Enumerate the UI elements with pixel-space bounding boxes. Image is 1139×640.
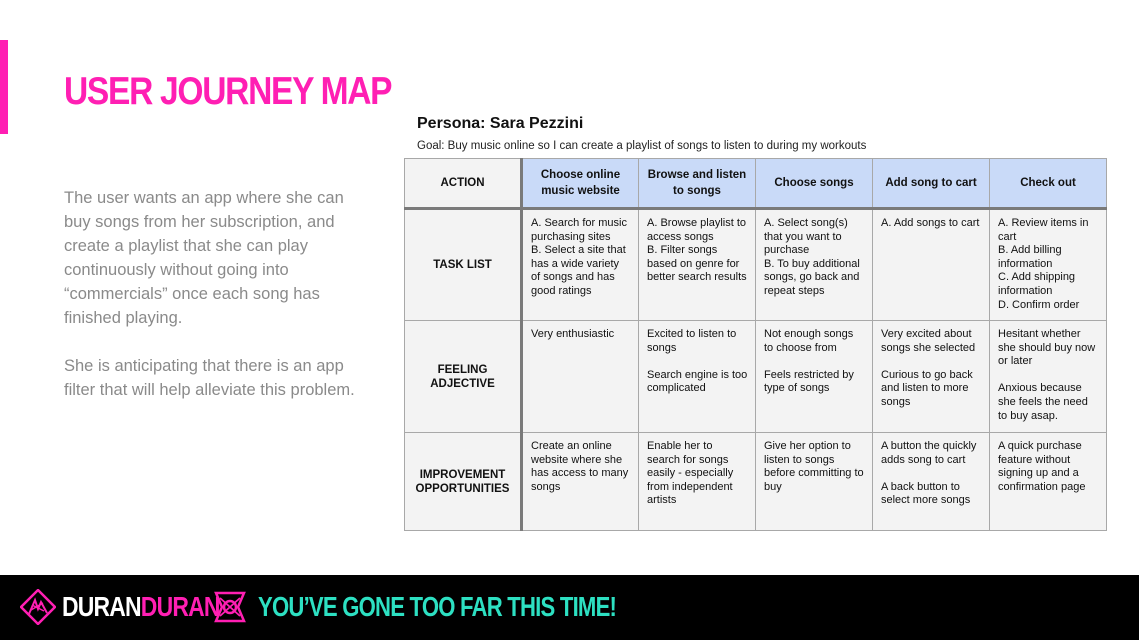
feeling-adjective-row	[405, 321, 1107, 433]
table-cell: A quick purchase feature without signing up and a confirmation page	[990, 433, 1107, 531]
duran-duran-emblem-icon	[214, 590, 246, 624]
table-cell: A. Add songs to cart	[873, 209, 990, 321]
stage-header: Check out	[990, 159, 1107, 209]
table-cell: Very excited about songs she selected Curious to go back and listen to more songs	[873, 321, 990, 433]
persona-title: Persona: Sara Pezzini	[417, 115, 584, 132]
duran-duran-logo-icon	[20, 589, 56, 625]
intro-paragraph: The user wants an app where she can buy songs from her subscription, and create a playlist that she can play continuously without going into “commercials” once each song has finished playing.	[64, 189, 344, 327]
row-label: IMPROVEMENT OPPORTUNITIES	[405, 433, 522, 531]
stage-header: Choose online music website	[522, 159, 639, 209]
table-cell: Excited to listen to songs Search engine is too complicated	[639, 321, 756, 433]
accent-bar	[0, 40, 8, 134]
intro-text	[64, 186, 364, 402]
journey-map-table	[404, 158, 1107, 531]
table-cell: Create an online website where she has access to many songs	[522, 433, 639, 531]
row-label: TASK LIST	[405, 209, 522, 321]
table-cell: A button the quickly adds song to cart A back button to select more songs	[873, 433, 990, 531]
stage-header: Browse and listen to songs	[639, 159, 756, 209]
stage-header: Choose songs	[756, 159, 873, 209]
table-cell: A. Review items in cart B. Add billing information C. Add shipping information D. Confirm order	[990, 209, 1107, 321]
improvement-opportunities-row	[405, 433, 1107, 531]
footer-banner	[0, 575, 1139, 640]
table-cell: Not enough songs to choose from Feels restricted by type of songs	[756, 321, 873, 433]
persona-goal: Goal: Buy music online so I can create a playlist of songs to listen to during my workouts	[417, 140, 867, 152]
action-header: ACTION	[405, 159, 522, 209]
table-cell: A. Search for music purchasing sites B. Select a site that has a wide variety of songs and has good ratings	[522, 209, 639, 321]
band-name	[62, 591, 220, 623]
table-cell: A. Browse playlist to access songs B. Filter songs based on genre for better search results	[639, 209, 756, 321]
task-list-row	[405, 209, 1107, 321]
row-label: FEELING ADJECTIVE	[405, 321, 522, 433]
band-name-part-white: DURAN	[62, 591, 141, 622]
stage-header: Add song to cart	[873, 159, 990, 209]
slide-title: USER JOURNEY MAP	[64, 70, 392, 113]
stage-header-row	[405, 159, 1107, 209]
table-cell: Hesitant whether she should buy now or later Anxious because she feels the need to buy asap.	[990, 321, 1107, 433]
table-cell: Enable her to search for songs easily - especially from independent artists	[639, 433, 756, 531]
band-name-part-pink: DURAN	[140, 591, 220, 622]
tagline: YOU’VE GONE TOO FAR THIS TIME!	[258, 591, 617, 622]
intro-paragraph: She is anticipating that there is an app filter that will help alleviate this problem.	[64, 357, 355, 399]
table-cell: Give her option to listen to songs before committing to buy	[756, 433, 873, 531]
table-cell: A. Select song(s) that you want to purchase B. To buy additional songs, go back and repeat steps	[756, 209, 873, 321]
table-cell: Very enthusiastic	[522, 321, 639, 433]
